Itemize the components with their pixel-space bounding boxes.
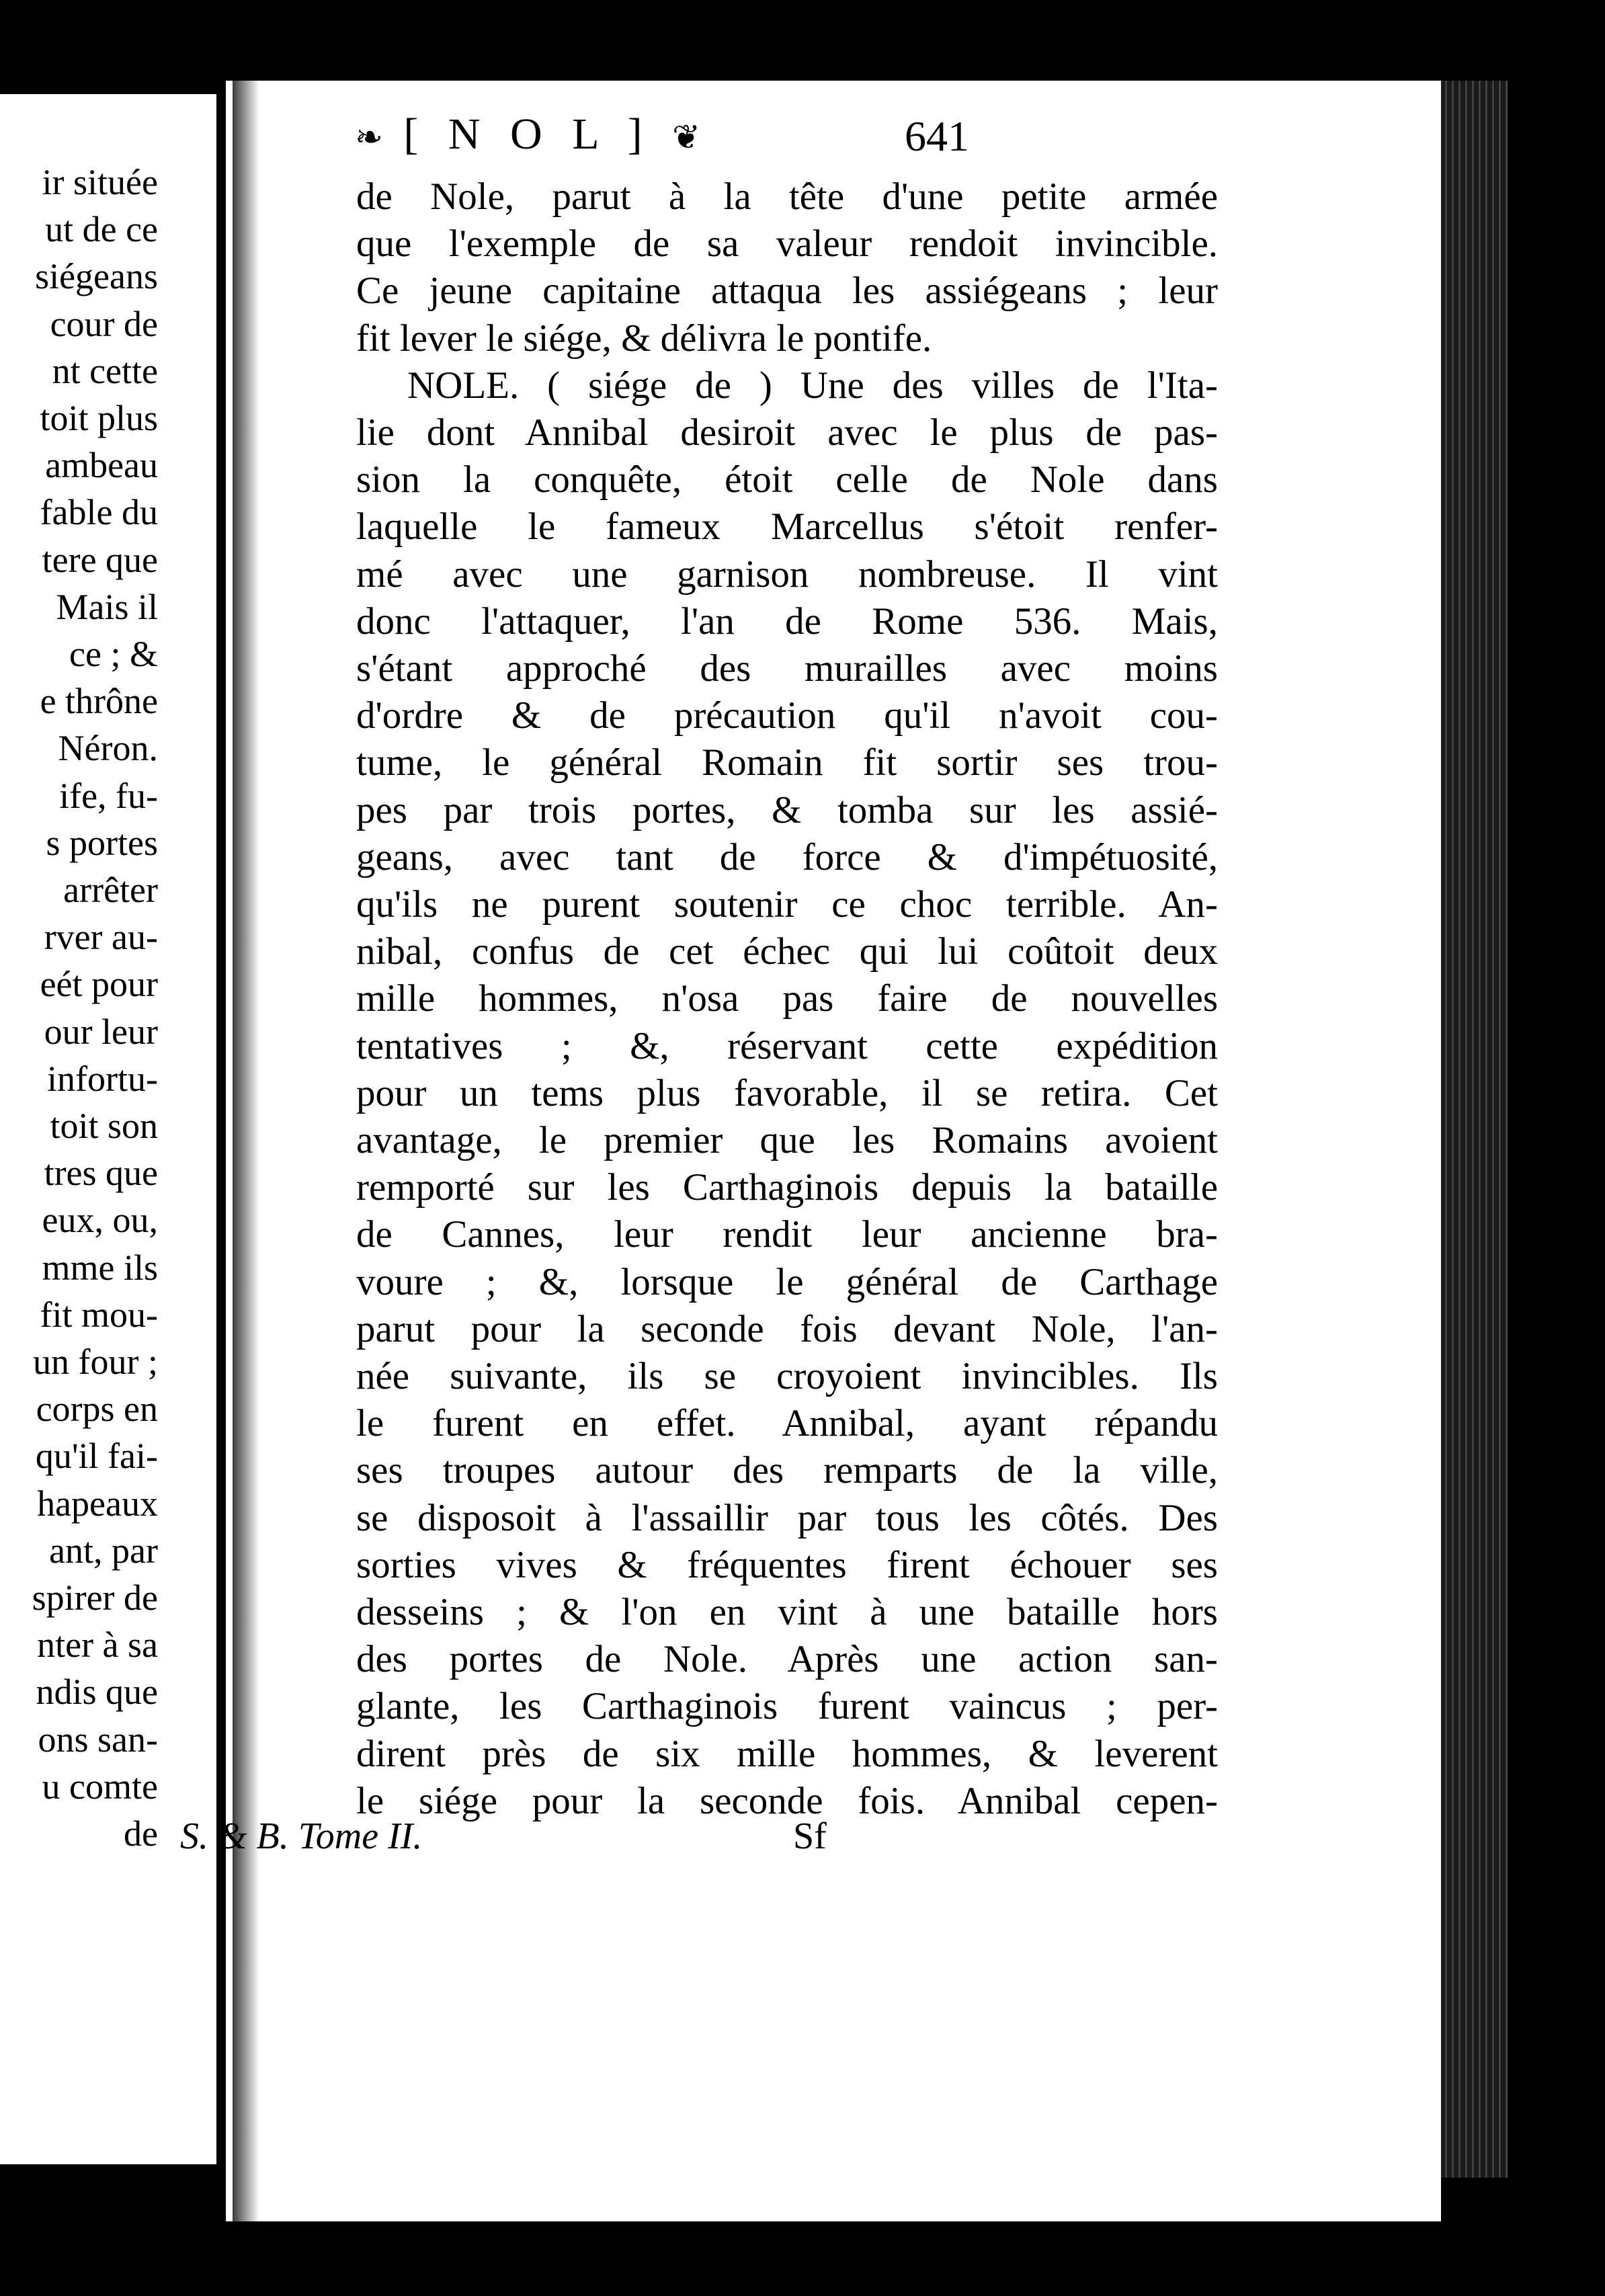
body-line: le siége pour la seconde fois. Annibal cepen- bbox=[356, 1779, 1218, 1822]
left-page-line: un four ; bbox=[33, 1342, 158, 1382]
body-line: des portes de Nole. Après une action san- bbox=[356, 1638, 1218, 1681]
signature-line: S. & B. Tome II. bbox=[180, 1815, 423, 1857]
body-line: qu'ils ne purent soutenir ce choc terrible. An- bbox=[356, 883, 1218, 926]
left-page-line: corps en bbox=[36, 1389, 158, 1430]
body-line: NOLE. ( siége de ) Une des villes de l'Ita- bbox=[407, 364, 1218, 407]
body-line: nibal, confus de cet échec qui lui coûtoit deux bbox=[356, 930, 1218, 973]
body-line: remporté sur les Carthaginois depuis la bataille bbox=[356, 1166, 1218, 1209]
left-page-line: siégeans bbox=[35, 256, 158, 297]
body-line: dirent près de six mille hommes, & leverent bbox=[356, 1732, 1218, 1775]
body-line: geans, avec tant de force & d'impétuosité, bbox=[356, 835, 1218, 878]
left-page-line: de bbox=[124, 1813, 158, 1854]
left-page-line: ant, par bbox=[49, 1530, 158, 1571]
body-line: le furent en effet. Annibal, ayant répandu bbox=[356, 1402, 1218, 1445]
body-line: que l'exemple de sa valeur rendoit invincible. bbox=[356, 222, 1218, 265]
body-line: pour un tems plus favorable, il se retira. Cet bbox=[356, 1071, 1218, 1114]
body-line: née suivante, ils se croyoient invincibles. Ils bbox=[356, 1355, 1218, 1397]
body-line: s'étant approché des murailles avec moins bbox=[356, 647, 1218, 690]
left-page-line: Mais il bbox=[56, 586, 158, 627]
body-line: Ce jeune capitaine attaqua les assiégeans ; leur bbox=[356, 270, 1218, 313]
body-line: glante, les Carthaginois furent vaincus ; per- bbox=[356, 1685, 1218, 1728]
left-page-line: ir située bbox=[42, 162, 158, 202]
left-page-line: s portes bbox=[46, 822, 158, 863]
body-line: voure ; &, lorsque le général de Carthage bbox=[356, 1260, 1218, 1303]
left-page-line: ce ; & bbox=[69, 634, 158, 674]
left-page-line: mme ils bbox=[42, 1247, 158, 1288]
left-page-line: fit mou- bbox=[40, 1294, 158, 1335]
left-page-line: ndis que bbox=[36, 1672, 158, 1713]
body-line: desseins ; & l'on en vint à une bataille hors bbox=[356, 1591, 1218, 1633]
body-line: mé avec une garnison nombreuse. Il vint bbox=[356, 552, 1218, 596]
left-page-line: rver au- bbox=[44, 917, 158, 958]
body-line: ses troupes autour des remparts de la ville, bbox=[356, 1449, 1218, 1492]
running-head-text: [ N O L ] bbox=[403, 110, 652, 159]
running-head bbox=[355, 109, 700, 160]
left-page-line: toit plus bbox=[40, 398, 158, 438]
left-page-line: e thrône bbox=[40, 681, 158, 722]
body-line: lie dont Annibal desiroit avec le plus de pas- bbox=[356, 411, 1218, 454]
left-page-line: ons san- bbox=[38, 1719, 158, 1760]
body-line: se disposoit à l'assaillir par tous les côtés. Des bbox=[356, 1496, 1218, 1539]
body-line: tentatives ; &, réservant cette expédition bbox=[356, 1024, 1218, 1067]
page-number: 641 bbox=[905, 112, 969, 160]
left-page-line: tres que bbox=[44, 1153, 158, 1194]
body-line: de Nole, parut à la tête d'une petite armée bbox=[356, 175, 1218, 218]
left-page-line: nter à sa bbox=[37, 1625, 158, 1666]
left-page-line: nt cette bbox=[52, 350, 158, 391]
left-page-line: ife, fu- bbox=[59, 775, 158, 816]
body-line: donc l'attaquer, l'an de Rome 536. Mais, bbox=[356, 600, 1218, 643]
fleuron-right-icon: ❦ bbox=[672, 118, 700, 156]
left-page-line: arrêter bbox=[63, 870, 158, 910]
left-page-line: fable du bbox=[40, 492, 158, 533]
left-page-line: toit son bbox=[50, 1106, 158, 1146]
left-page-line: hapeaux bbox=[37, 1483, 158, 1524]
right-page bbox=[226, 81, 1441, 2221]
body-line: sion la conquête, étoit celle de Nole dans bbox=[356, 458, 1218, 501]
left-page-line: ambeau bbox=[45, 445, 158, 486]
body-line: d'ordre & de précaution qu'il n'avoit cou- bbox=[356, 694, 1218, 737]
left-page-line: tere que bbox=[42, 539, 158, 580]
body-line: tume, le général Romain fit sortir ses trou- bbox=[356, 741, 1218, 784]
body-line: parut pour la seconde fois devant Nole, l'an- bbox=[356, 1307, 1218, 1350]
signature-mark: Sf bbox=[793, 1815, 827, 1857]
left-page-line: eét pour bbox=[40, 964, 158, 1005]
body-line: de Cannes, leur rendit leur ancienne bra- bbox=[356, 1213, 1218, 1256]
body-line: pes par trois portes, & tomba sur les assié- bbox=[356, 788, 1218, 831]
left-page-line: our leur bbox=[44, 1011, 158, 1052]
body-line: mille hommes, n'osa pas faire de nouvelles bbox=[356, 977, 1218, 1020]
body-line: fit lever le siége, & délivra le pontife. bbox=[356, 317, 932, 360]
left-page-line: Néron. bbox=[58, 728, 158, 769]
body-line: sorties vives & fréquentes firent échouer ses bbox=[356, 1543, 1218, 1586]
left-page-line: qu'il fai- bbox=[35, 1436, 158, 1477]
left-page-line: ut de ce bbox=[45, 209, 158, 250]
left-page-line: spirer de bbox=[32, 1577, 158, 1618]
left-page-line: eux, ou, bbox=[42, 1200, 158, 1241]
left-page-line: u comte bbox=[42, 1766, 158, 1807]
body-line: laquelle le fameux Marcellus s'étoit renfer- bbox=[356, 505, 1218, 548]
page-edge bbox=[1441, 81, 1508, 2178]
spine-shadow bbox=[233, 81, 259, 2221]
left-page-line: infortu- bbox=[47, 1058, 158, 1099]
fleuron-left-icon: ❧ bbox=[355, 118, 383, 156]
left-page-line: cour de bbox=[50, 303, 158, 344]
body-line: avantage, le premier que les Romains avoient bbox=[356, 1119, 1218, 1161]
